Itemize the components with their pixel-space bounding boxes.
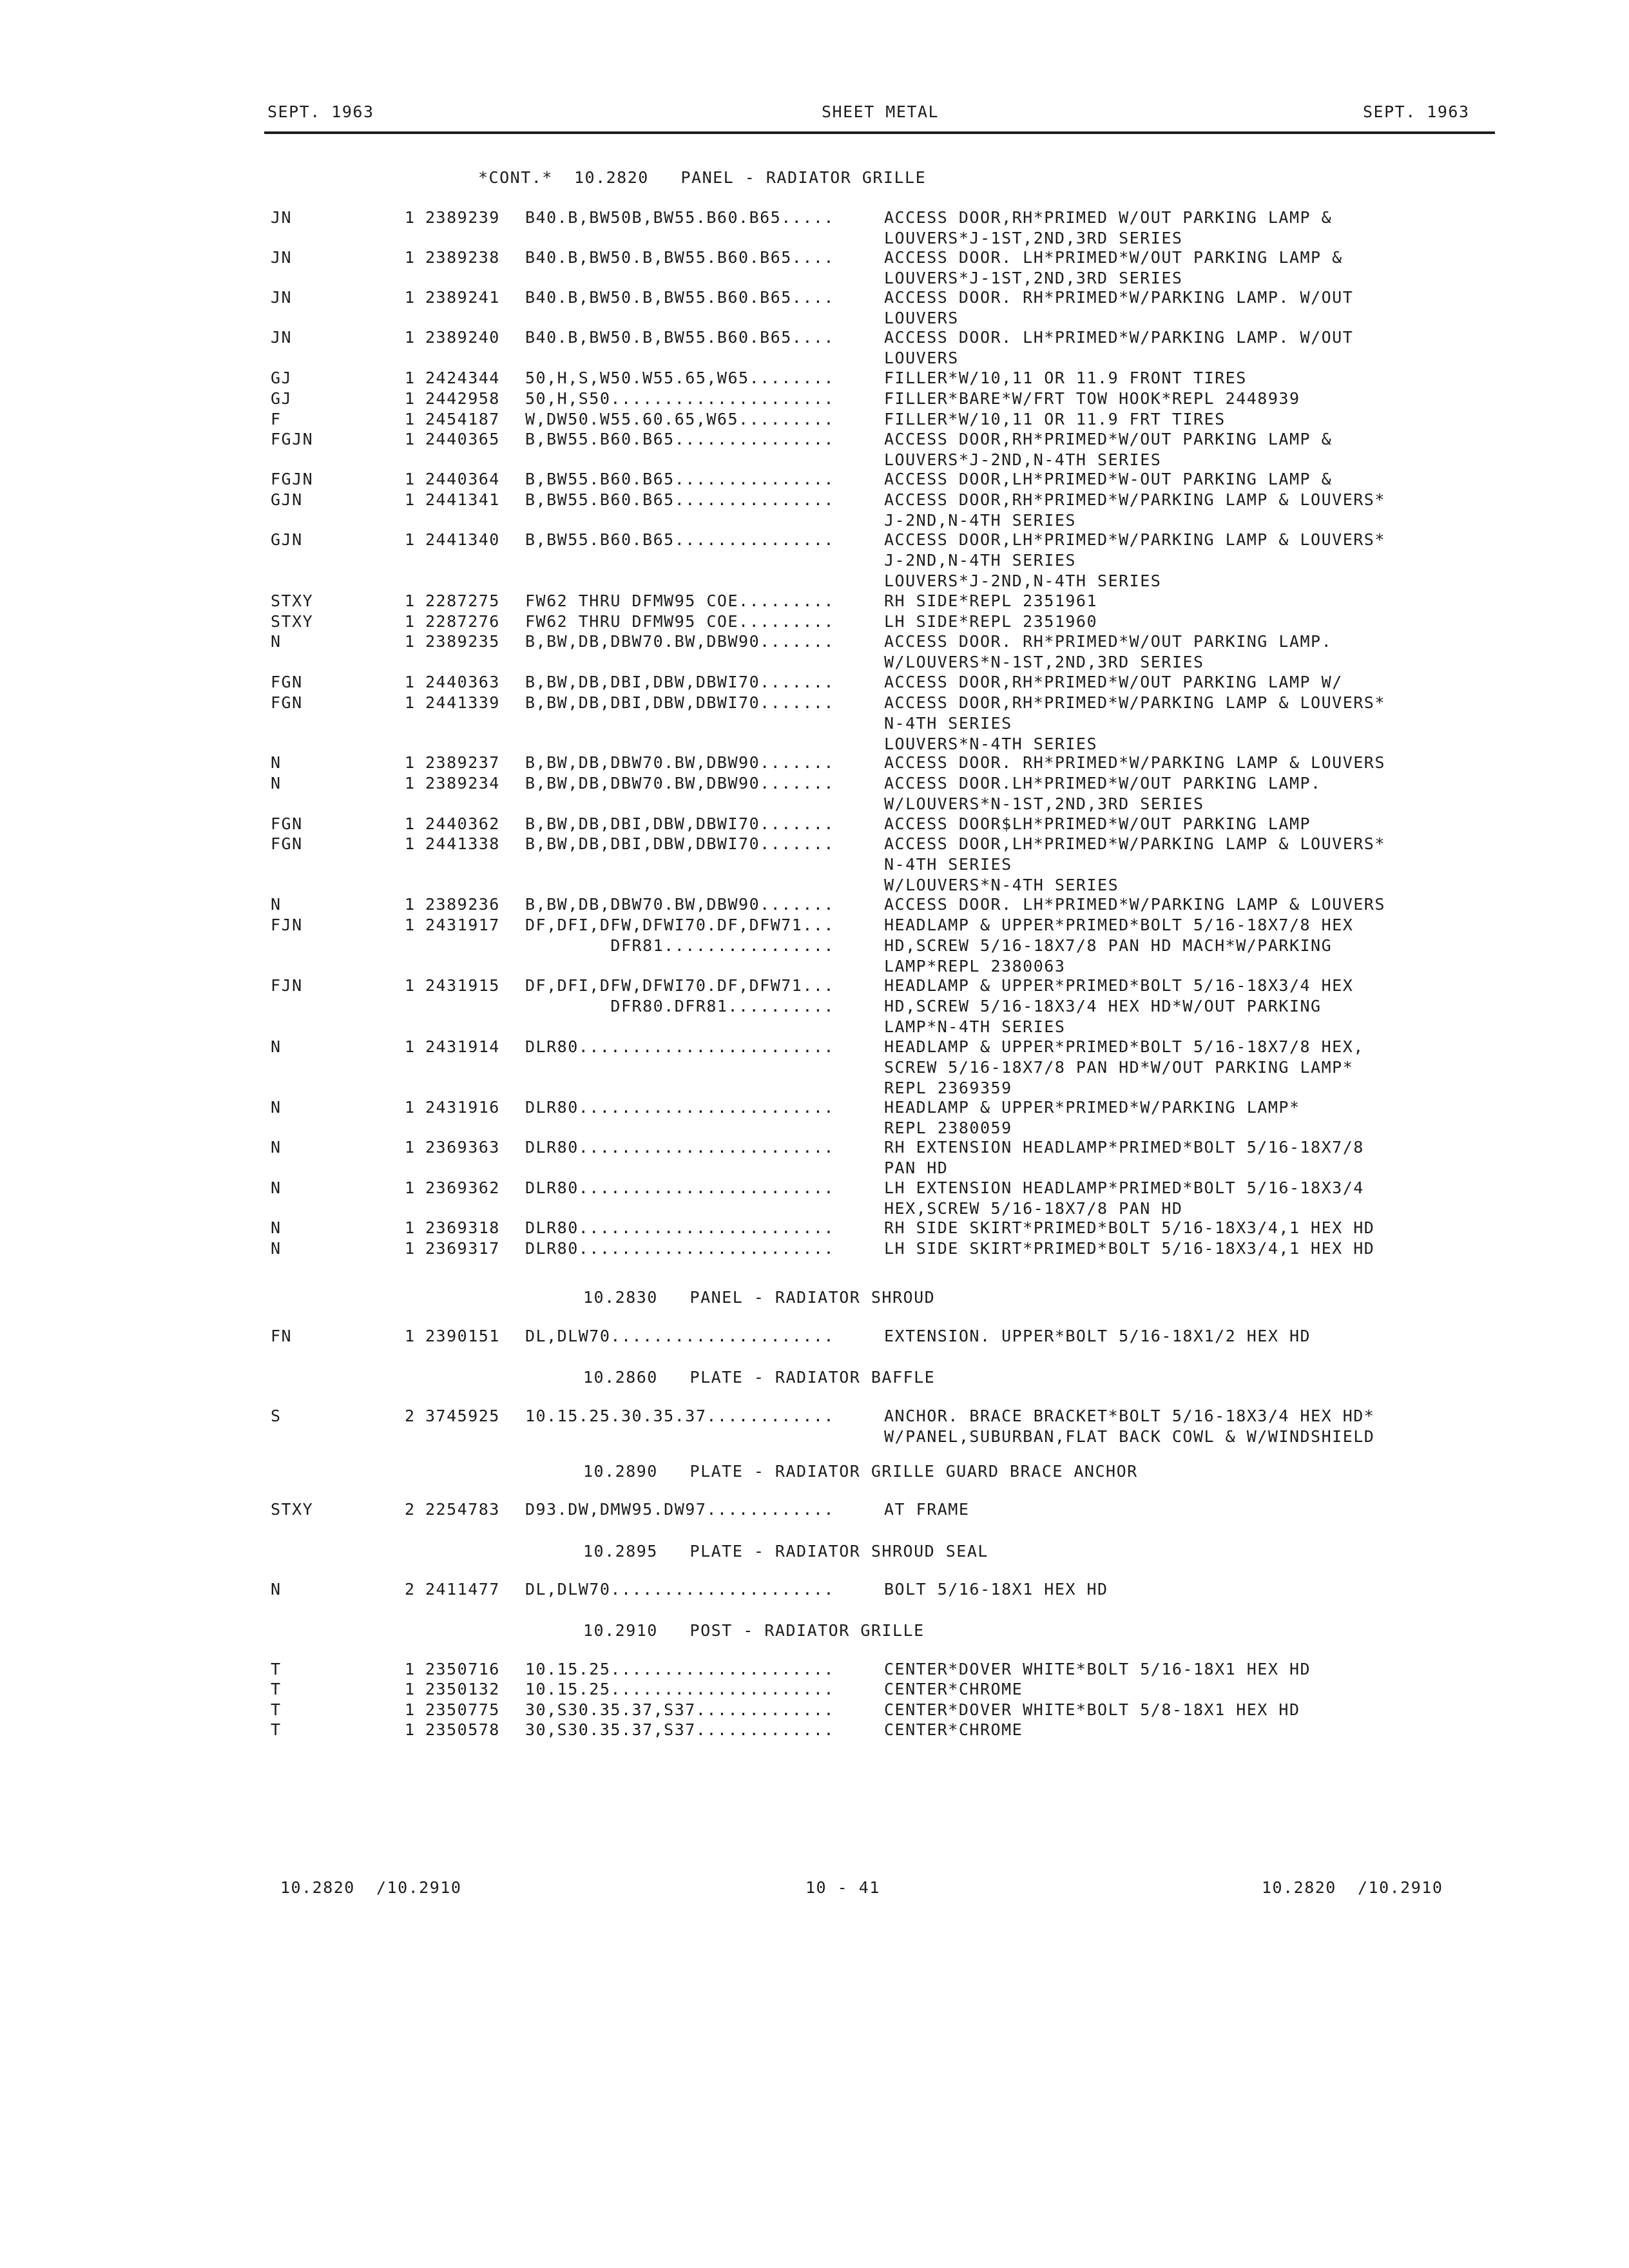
table-row <box>0 1178 1629 1219</box>
quantity: 1 <box>405 814 416 833</box>
header-date-left: SEPT. 1963 <box>267 102 374 121</box>
table-row <box>0 327 1629 369</box>
part-description: ANCHOR. BRACE BRACKET*BOLT 5/16-18X3/4 HEX HD* <box>884 1407 1375 1425</box>
part-description: LOUVERS <box>884 349 959 367</box>
table-row <box>0 1499 1629 1520</box>
model-applicability: FW62 THRU DFMW95 COE......... <box>525 591 834 610</box>
part-number: 2389240 <box>425 328 500 347</box>
quantity: 1 <box>405 389 416 408</box>
part-description: CENTER*DOVER WHITE*BOLT 5/8-18X1 HEX HD <box>884 1700 1300 1719</box>
table-row <box>0 490 1629 531</box>
quantity: 1 <box>405 288 416 307</box>
table-row <box>0 247 1629 289</box>
table-row <box>0 1406 1629 1447</box>
vehicle-code: FGN <box>271 834 303 853</box>
part-description: RH SIDE SKIRT*PRIMED*BOLT 5/16-18X3/4,1 HEX HD <box>884 1218 1375 1237</box>
vehicle-code: N <box>271 1239 282 1258</box>
vehicle-code: S <box>271 1407 282 1425</box>
part-description: FILLER*BARE*W/FRT TOW HOOK*REPL 2448939 <box>884 389 1300 408</box>
part-number: 2440365 <box>425 430 500 448</box>
vehicle-code: N <box>271 1218 282 1237</box>
table-row <box>0 1137 1629 1178</box>
part-description: LOUVERS*J-1ST,2ND,3RD SERIES <box>884 269 1183 287</box>
vehicle-code: FJN <box>271 916 303 934</box>
part-description: LOUVERS*J-2ND,N-4TH SERIES <box>884 572 1162 590</box>
vehicle-code: T <box>271 1680 282 1698</box>
part-description: ACCESS DOOR,RH*PRIMED W/OUT PARKING LAMP & <box>884 208 1333 227</box>
quantity: 1 <box>405 1138 416 1157</box>
part-number: 2369363 <box>425 1138 500 1157</box>
part-number: 2350716 <box>425 1660 500 1678</box>
table-row <box>0 287 1629 329</box>
vehicle-code: JN <box>271 248 293 267</box>
part-description: W/PANEL,SUBURBAN,FLAT BACK COWL & W/WINDSHIELD <box>884 1427 1375 1446</box>
quantity: 1 <box>405 490 416 509</box>
vehicle-code: N <box>271 753 282 772</box>
vehicle-code: GJN <box>271 530 303 549</box>
part-description: FILLER*W/10,11 OR 11.9 FRONT TIRES <box>884 369 1247 387</box>
quantity: 1 <box>405 248 416 267</box>
part-description: LOUVERS*J-1ST,2ND,3RD SERIES <box>884 229 1183 247</box>
model-applicability: DF,DFI,DFW,DFWI70.DF,DFW71... <box>525 976 834 995</box>
part-number: 2254783 <box>425 1500 500 1519</box>
vehicle-code: STXY <box>271 591 314 610</box>
part-description: REPL 2369359 <box>884 1079 1012 1097</box>
quantity: 1 <box>405 1700 416 1719</box>
part-number: 2287275 <box>425 591 500 610</box>
model-applicability: B,BW,DB,DBI,DBW,DBWI70....... <box>525 673 834 691</box>
part-description: N-4TH SERIES <box>884 714 1012 733</box>
part-number: 2350775 <box>425 1700 500 1719</box>
quantity: 1 <box>405 410 416 428</box>
table-row <box>0 1218 1629 1238</box>
part-description: PAN HD <box>884 1158 949 1177</box>
model-applicability: B40.B,BW50.B,BW55.B60.B65.... <box>525 328 834 347</box>
table-row <box>0 1238 1629 1259</box>
table-row <box>0 1579 1629 1600</box>
model-applicability: B,BW,DB,DBI,DBW,DBWI70....... <box>525 834 834 853</box>
model-applicability: D93.DW,DMW95.DW97............ <box>525 1500 834 1519</box>
quantity: 1 <box>405 1720 416 1739</box>
vehicle-code: N <box>271 895 282 914</box>
part-description: FILLER*W/10,11 OR 11.9 FRT TIRES <box>884 410 1226 428</box>
model-applicability: 10.15.25..................... <box>525 1680 834 1698</box>
vehicle-code: F <box>271 410 282 428</box>
part-description: REPL 2380059 <box>884 1119 1012 1137</box>
part-number: 2389239 <box>425 208 500 227</box>
part-description: LH SIDE SKIRT*PRIMED*BOLT 5/16-18X3/4,1 HEX HD <box>884 1239 1375 1258</box>
part-number: 2369318 <box>425 1218 500 1237</box>
part-description: W/LOUVERS*N-4TH SERIES <box>884 876 1119 894</box>
part-description: BOLT 5/16-18X1 HEX HD <box>884 1580 1108 1599</box>
footer-range-right: 10.2820 /10.2910 <box>1262 1878 1443 1897</box>
part-description: W/LOUVERS*N-1ST,2ND,3RD SERIES <box>884 653 1204 671</box>
model-applicability: B40.B,BW50B,BW55.B60.B65..... <box>525 208 834 227</box>
table-row <box>0 429 1629 470</box>
part-number: 2369362 <box>425 1178 500 1197</box>
part-number: 2442958 <box>425 389 500 408</box>
part-number: 2441339 <box>425 693 500 712</box>
part-description: ACCESS DOOR,LH*PRIMED*W/PARKING LAMP & LOUVERS* <box>884 834 1385 853</box>
part-description: CENTER*CHROME <box>884 1720 1023 1739</box>
vehicle-code: FGN <box>271 814 303 833</box>
table-row <box>0 1097 1629 1139</box>
model-applicability: DLR80........................ <box>525 1037 834 1056</box>
model-applicability: DFR81................ <box>525 936 834 955</box>
vehicle-code: STXY <box>271 1500 314 1519</box>
table-row <box>0 469 1629 490</box>
quantity: 1 <box>405 328 416 347</box>
part-number: 2389241 <box>425 288 500 307</box>
table-row <box>0 530 1629 591</box>
footer-range-left: 10.2820 /10.2910 <box>280 1878 462 1897</box>
part-number: 2441341 <box>425 490 500 509</box>
table-row <box>0 409 1629 430</box>
model-applicability: 50,H,S,W50.W55.65,W65........ <box>525 369 834 387</box>
section-title: 10.2890 PLATE - RADIATOR GRILLE GUARD BRACE ANCHOR <box>583 1462 1138 1481</box>
model-applicability: DLR80........................ <box>525 1218 834 1237</box>
model-applicability: B40.B,BW50.B,BW55.B60.B65.... <box>525 288 834 307</box>
model-applicability: B,BW,DB,DBW70.BW,DBW90....... <box>525 753 834 772</box>
part-number: 2389237 <box>425 753 500 772</box>
vehicle-code: T <box>271 1660 282 1678</box>
quantity: 1 <box>405 1680 416 1698</box>
model-applicability: B,BW55.B60.B65............... <box>525 470 834 488</box>
table-row <box>0 207 1629 249</box>
model-applicability: 10.15.25..................... <box>525 1660 834 1678</box>
part-description: HEADLAMP & UPPER*PRIMED*BOLT 5/16-18X3/4 HEX <box>884 976 1354 995</box>
part-number: 2431914 <box>425 1037 500 1056</box>
model-applicability: DL,DLW70..................... <box>525 1580 834 1599</box>
part-description: HEADLAMP & UPPER*PRIMED*W/PARKING LAMP* <box>884 1098 1300 1117</box>
part-description: ACCESS DOOR. RH*PRIMED*W/OUT PARKING LAMP. <box>884 632 1333 651</box>
model-applicability: DLR80........................ <box>525 1239 834 1258</box>
page-number: 10 - 41 <box>805 1878 880 1897</box>
section-title: 10.2895 PLATE - RADIATOR SHROUD SEAL <box>583 1542 988 1561</box>
vehicle-code: FGN <box>271 673 303 691</box>
vehicle-code: FGN <box>271 693 303 712</box>
part-description: LOUVERS <box>884 309 959 327</box>
vehicle-code: FGJN <box>271 430 314 448</box>
model-applicability: 30,S30.35.37,S37............. <box>525 1720 834 1739</box>
quantity: 1 <box>405 693 416 712</box>
quantity: 1 <box>405 834 416 853</box>
vehicle-code: FJN <box>271 976 303 995</box>
vehicle-code: STXY <box>271 612 314 631</box>
part-number: 2411477 <box>425 1580 500 1599</box>
part-number: 2424344 <box>425 369 500 387</box>
model-applicability: 10.15.25.30.35.37............ <box>525 1407 834 1425</box>
part-number: 2454187 <box>425 410 500 428</box>
model-applicability: B,BW,DB,DBI,DBW,DBWI70....... <box>525 814 834 833</box>
part-number: 2287276 <box>425 612 500 631</box>
part-description: HEADLAMP & UPPER*PRIMED*BOLT 5/16-18X7/8 HEX, <box>884 1037 1364 1056</box>
part-number: 2440364 <box>425 470 500 488</box>
vehicle-code: N <box>271 774 282 793</box>
section-title: 10.2910 POST - RADIATOR GRILLE <box>583 1621 925 1640</box>
part-description: J-2ND,N-4TH SERIES <box>884 511 1076 530</box>
part-description: ACCESS DOOR$LH*PRIMED*W/OUT PARKING LAMP <box>884 814 1311 833</box>
quantity: 1 <box>405 753 416 772</box>
quantity: 1 <box>405 1178 416 1197</box>
model-applicability: B,BW55.B60.B65............... <box>525 530 834 549</box>
section-title: 10.2860 PLATE - RADIATOR BAFFLE <box>583 1368 936 1387</box>
part-description: HEADLAMP & UPPER*PRIMED*BOLT 5/16-18X7/8 HEX <box>884 916 1354 934</box>
part-description: ACCESS DOOR,RH*PRIMED*W/PARKING LAMP & LOUVERS* <box>884 490 1385 509</box>
part-description: ACCESS DOOR. LH*PRIMED*W/PARKING LAMP. W/OUT <box>884 328 1354 347</box>
part-description: ACCESS DOOR,LH*PRIMED*W/PARKING LAMP & LOUVERS* <box>884 530 1385 549</box>
section-title: *CONT.* 10.2820 PANEL - RADIATOR GRILLE <box>478 168 927 187</box>
quantity: 1 <box>405 430 416 448</box>
header-title: SHEET METAL <box>822 102 940 121</box>
table-row <box>0 368 1629 389</box>
header-date-right: SEPT. 1963 <box>1363 102 1470 121</box>
quantity: 2 <box>405 1500 416 1519</box>
part-number: 2431916 <box>425 1098 500 1117</box>
table-row <box>0 975 1629 1037</box>
quantity: 2 <box>405 1580 416 1599</box>
quantity: 1 <box>405 1037 416 1056</box>
model-applicability: DL,DLW70..................... <box>525 1327 834 1345</box>
quantity: 1 <box>405 895 416 914</box>
quantity: 1 <box>405 1327 416 1345</box>
part-number: 2441340 <box>425 530 500 549</box>
part-number: 3745925 <box>425 1407 500 1425</box>
part-description: LH EXTENSION HEADLAMP*PRIMED*BOLT 5/16-18X3/4 <box>884 1178 1364 1197</box>
part-description: J-2ND,N-4TH SERIES <box>884 551 1076 570</box>
part-description: LH SIDE*REPL 2351960 <box>884 612 1098 631</box>
model-applicability: W,DW50.W55.60.65,W65......... <box>525 410 834 428</box>
part-description: LAMP*REPL 2380063 <box>884 957 1066 975</box>
quantity: 1 <box>405 369 416 387</box>
vehicle-code: GJ <box>271 389 293 408</box>
model-applicability: DFR80.DFR81.......... <box>525 997 834 1015</box>
quantity: 1 <box>405 632 416 651</box>
model-applicability: B40.B,BW50.B,BW55.B60.B65.... <box>525 248 834 267</box>
vehicle-code: N <box>271 632 282 651</box>
model-applicability: FW62 THRU DFMW95 COE......... <box>525 612 834 631</box>
part-description: HD,SCREW 5/16-18X3/4 HEX HD*W/OUT PARKING <box>884 997 1322 1015</box>
model-applicability: B,BW,DB,DBI,DBW,DBWI70....... <box>525 693 834 712</box>
table-row <box>0 672 1629 693</box>
vehicle-code: N <box>271 1098 282 1117</box>
quantity: 1 <box>405 1098 416 1117</box>
part-number: 2390151 <box>425 1327 500 1345</box>
vehicle-code: N <box>271 1138 282 1157</box>
model-applicability: DLR80........................ <box>525 1178 834 1197</box>
vehicle-code: T <box>271 1720 282 1739</box>
table-row <box>0 1700 1629 1720</box>
table-row <box>0 834 1629 896</box>
part-number: 2440363 <box>425 673 500 691</box>
part-number: 2389235 <box>425 632 500 651</box>
quantity: 1 <box>405 530 416 549</box>
part-number: 2431917 <box>425 916 500 934</box>
table-row <box>0 814 1629 834</box>
model-applicability: B,BW,DB,DBW70.BW,DBW90....... <box>525 895 834 914</box>
table-row <box>0 1326 1629 1347</box>
model-applicability: B,BW,DB,DBW70.BW,DBW90....... <box>525 632 834 651</box>
model-applicability: B,BW55.B60.B65............... <box>525 490 834 509</box>
model-applicability: DLR80........................ <box>525 1098 834 1117</box>
table-row <box>0 389 1629 409</box>
part-number: 2441338 <box>425 834 500 853</box>
part-description: ACCESS DOOR,RH*PRIMED*W/PARKING LAMP & LOUVERS* <box>884 693 1385 712</box>
part-description: ACCESS DOOR,RH*PRIMED*W/OUT PARKING LAMP & <box>884 430 1333 448</box>
part-number: 2440362 <box>425 814 500 833</box>
quantity: 1 <box>405 1660 416 1678</box>
quantity: 1 <box>405 774 416 793</box>
vehicle-code: T <box>271 1700 282 1719</box>
part-description: HD,SCREW 5/16-18X7/8 PAN HD MACH*W/PARKING <box>884 936 1333 955</box>
table-row <box>0 1679 1629 1700</box>
quantity: 1 <box>405 673 416 691</box>
section-title: 10.2830 PANEL - RADIATOR SHROUD <box>583 1288 936 1307</box>
part-number: 2350132 <box>425 1680 500 1698</box>
vehicle-code: JN <box>271 208 293 227</box>
model-applicability: B,BW55.B60.B65............... <box>525 430 834 448</box>
table-row <box>0 693 1629 754</box>
quantity: 1 <box>405 1239 416 1258</box>
part-description: ACCESS DOOR.LH*PRIMED*W/OUT PARKING LAMP. <box>884 774 1322 793</box>
table-row <box>0 894 1629 915</box>
part-description: ACCESS DOOR. LH*PRIMED*W/PARKING LAMP & LOUVERS <box>884 895 1385 914</box>
model-applicability: B,BW,DB,DBW70.BW,DBW90....... <box>525 774 834 793</box>
table-row <box>0 611 1629 632</box>
table-row <box>0 773 1629 814</box>
part-description: LOUVERS*N-4TH SERIES <box>884 735 1098 753</box>
table-row <box>0 1720 1629 1740</box>
part-description: N-4TH SERIES <box>884 855 1012 874</box>
part-description: LAMP*N-4TH SERIES <box>884 1017 1066 1036</box>
model-applicability: 30,S30.35.37,S37............. <box>525 1700 834 1719</box>
part-number: 2389234 <box>425 774 500 793</box>
part-number: 2350578 <box>425 1720 500 1739</box>
vehicle-code: N <box>271 1037 282 1056</box>
part-description: AT FRAME <box>884 1500 970 1519</box>
part-description: CENTER*DOVER WHITE*BOLT 5/16-18X1 HEX HD <box>884 1660 1311 1678</box>
quantity: 1 <box>405 208 416 227</box>
quantity: 1 <box>405 591 416 610</box>
part-description: ACCESS DOOR. LH*PRIMED*W/OUT PARKING LAMP & <box>884 248 1343 267</box>
part-number: 2369317 <box>425 1239 500 1258</box>
quantity: 1 <box>405 470 416 488</box>
part-description: W/LOUVERS*N-1ST,2ND,3RD SERIES <box>884 794 1204 813</box>
part-description: ACCESS DOOR,RH*PRIMED*W/OUT PARKING LAMP W/ <box>884 673 1343 691</box>
table-row <box>0 631 1629 673</box>
part-number: 2431915 <box>425 976 500 995</box>
part-description: RH EXTENSION HEADLAMP*PRIMED*BOLT 5/16-18X7/8 <box>884 1138 1364 1157</box>
model-applicability: 50,H,S50..................... <box>525 389 834 408</box>
part-description: ACCESS DOOR. RH*PRIMED*W/PARKING LAMP & LOUVERS <box>884 753 1385 772</box>
vehicle-code: N <box>271 1580 282 1599</box>
part-number: 2389236 <box>425 895 500 914</box>
model-applicability: DLR80........................ <box>525 1138 834 1157</box>
vehicle-code: JN <box>271 328 293 347</box>
part-number: 2389238 <box>425 248 500 267</box>
quantity: 1 <box>405 916 416 934</box>
vehicle-code: GJ <box>271 369 293 387</box>
model-applicability: DF,DFI,DFW,DFWI70.DF,DFW71... <box>525 916 834 934</box>
quantity: 2 <box>405 1407 416 1425</box>
table-row <box>0 1659 1629 1680</box>
table-row <box>0 753 1629 773</box>
quantity: 1 <box>405 976 416 995</box>
table-row <box>0 591 1629 611</box>
part-description: ACCESS DOOR,LH*PRIMED*W-OUT PARKING LAMP & <box>884 470 1333 488</box>
part-description: CENTER*CHROME <box>884 1680 1023 1698</box>
part-description: SCREW 5/16-18X7/8 PAN HD*W/OUT PARKING LAMP* <box>884 1058 1354 1077</box>
part-description: RH SIDE*REPL 2351961 <box>884 591 1098 610</box>
part-description: ACCESS DOOR. RH*PRIMED*W/PARKING LAMP. W/OUT <box>884 288 1354 307</box>
part-description: EXTENSION. UPPER*BOLT 5/16-18X1/2 HEX HD <box>884 1327 1311 1345</box>
quantity: 1 <box>405 1218 416 1237</box>
header-rule <box>264 131 1495 134</box>
vehicle-code: JN <box>271 288 293 307</box>
table-row <box>0 1037 1629 1099</box>
vehicle-code: GJN <box>271 490 303 509</box>
part-description: HEX,SCREW 5/16-18X7/8 PAN HD <box>884 1199 1183 1218</box>
quantity: 1 <box>405 612 416 631</box>
vehicle-code: FGJN <box>271 470 314 488</box>
part-description: LOUVERS*J-2ND,N-4TH SERIES <box>884 450 1162 469</box>
table-row <box>0 915 1629 977</box>
vehicle-code: N <box>271 1178 282 1197</box>
vehicle-code: FN <box>271 1327 293 1345</box>
